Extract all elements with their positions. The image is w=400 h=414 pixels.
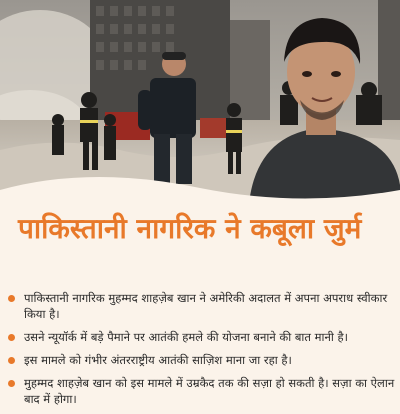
list-item (8, 352, 396, 368)
bullet-dot-icon (8, 357, 15, 364)
headline: पाकिस्तानी नागरिक ने कबूला जुर्म (18, 212, 362, 245)
bullet-text: उसने न्यूयॉर्क में बड़े पैमाने पर आतंकी हमले की योजना बनाने की बात मानी है। (24, 330, 348, 344)
bullet-text: पाकिस्तानी नागरिक मुहम्मद शाहज़ेब खान ने अमेरिकी अदालत में अपना अपराध स्वीकार किया है। (24, 291, 388, 321)
bullet-dot-icon (8, 295, 15, 302)
list-item (8, 375, 396, 407)
bullet-text: इस मामले को गंभीर अंतरराष्ट्रीय आतंकी साज़िश माना जा रहा है। (24, 353, 292, 367)
bullet-dot-icon (8, 380, 15, 387)
list-item (8, 290, 396, 322)
bullet-list (8, 290, 396, 414)
bullet-text: मुहम्मद शाहज़ेब खान को इस मामले में उम्रकैद तक की सज़ा हो सकती है। सज़ा का ऐलान बाद में होगा। (24, 376, 395, 406)
bullet-dot-icon (8, 334, 15, 341)
list-item (8, 329, 396, 345)
